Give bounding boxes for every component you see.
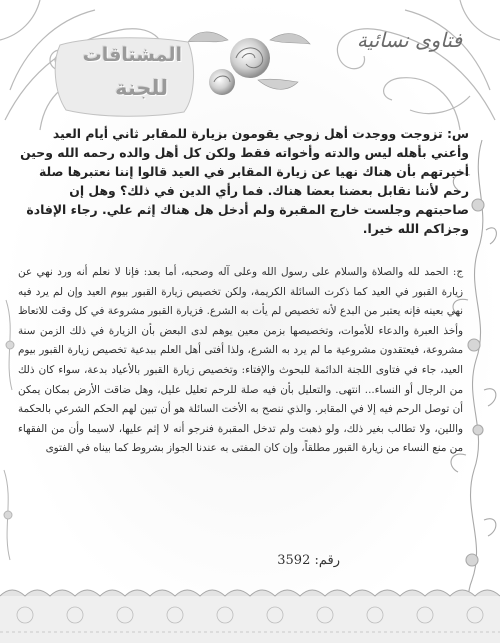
banner-line-2: للجنة (115, 76, 168, 100)
answer-block (18, 263, 463, 459)
banner-line-1: المشتاقات (82, 44, 182, 66)
fatwa-number: رقم: 3592 (277, 553, 340, 568)
answer-text: ج: الحمد لله والصلاة والسلام على رسول الله وعلى آله وصحبه، أما بعد: فإنا لا نعلم أنه ورد نهي عن زيارة القبور في العيد كما ذكرت السائلة الكريمة، ولكن تخصيص زيارة القبور بيوم العيد وإن لم يرد فيه نهي بعينه فإنه يعتبر من البدع لأنه تخصيص لم يأت به الشرع. فزيارة القبور مشروعة في كل وقت للاتعاظ وأخذ العبرة والدعاء للأموات، وتخصيصها بزمن معين يوهم لدى البعض بأن الزيارة في ذلك الزمن سنة مشروعة، فيعتقدون مشروعية ما لم يرد به الشرع، ولذا أفتى أهل العلم ببدعية تخصيص زيارة القبور بيوم العيد، جاء في فتاوى اللجنة الدائمة للبحوث والإفتاء: وتخصيص زيارة القبور بالأعياد بدعة، سواء كان ذلك من الرجال أو النساء... انتهى. والتعليل بأن فيه صلة للرحم تعليل عليل، وهل ضاقت الأرض بمكان يمكن أن توصل الرحم فيه إلا في المقابر. والذي ننصح به الأخت السائلة هو أن تبين لهم الحكم الشرعي بالحكمة واللين، ولا تطالب بغير ذلك، ولو ذهبت ولم تدخل المقبرة فنرجو أنه لا إثم عليها، لاسيما وأن من الفقهاء من منع النساء من زيارة القبور مطلقاً، وإن كان المفتى به عندنا الجواز بشروط كما بيناه في الفتوى (18, 266, 463, 455)
lace-border-decoration (0, 590, 500, 643)
question-text: س: تزوجت ووجدت أهل زوجي يقومون بزيارة للمقابر ثاني أيام العيد وأعني بأهله ليس والدته وأخواته فقط ولكن كل أهل والده رحمه الله وحين أخبرتهم بأن هناك نهيا عن زيارة المقابر في العيد قالوا إننا نعتبرها صلة رحم لأننا نقابل بعضنا بعضا هناك. فما رأي الدين في ذلك؟ وهل إن صاحبتهم وجلست خارج المقبرة ولم أدخل هل هناك إثم علي. رجاء الإفادة وجزاكم الله خيرا. (20, 126, 469, 236)
script-logo-text: فتاوى نسائية (356, 28, 462, 52)
title-banner (40, 38, 190, 118)
